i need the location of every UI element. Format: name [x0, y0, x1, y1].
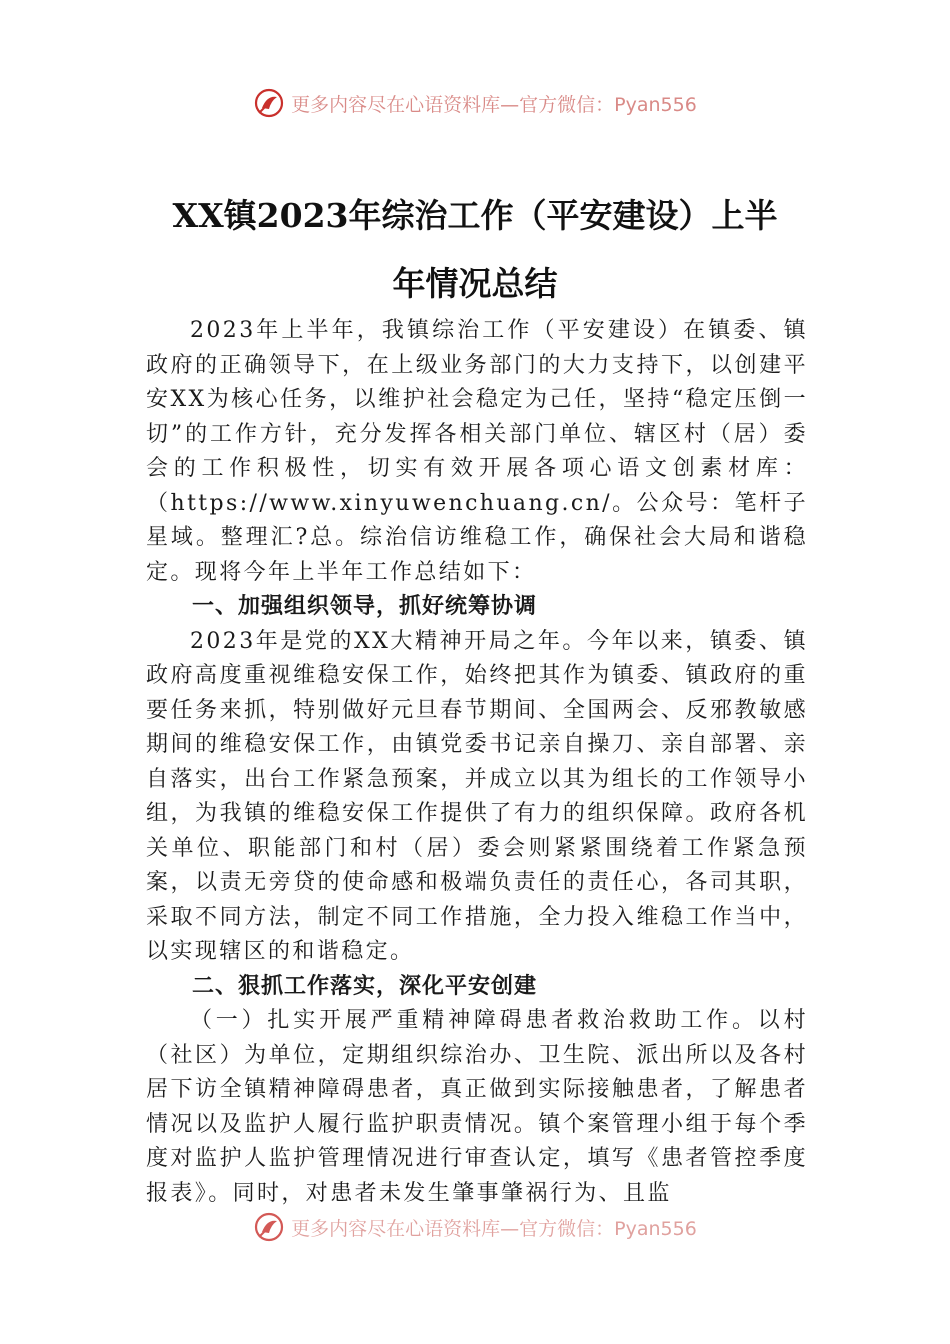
- watermark-header: [0, 86, 950, 120]
- section-heading-2: 二、狠抓工作落实，深化平安创建: [192, 973, 538, 999]
- watermark-text: 更多内容尽在心语资料库—官方微信：Pyan556: [291, 1217, 697, 1240]
- watermark-text: 更多内容尽在心语资料库—官方微信：Pyan556: [291, 93, 697, 116]
- brand-logo-icon: [253, 87, 285, 119]
- paragraph-intro: 2023年上半年，我镇综治工作（平安建设）在镇委、镇政府的正确领导下，在上级业务部门的大力支持下，以创建平安XX为核心任务，以维护社会稳定为己任，坚持“稳定压倒一切”的工作方针，充分发挥各相关部门单位、辖区村（居）委会的工作积极性，切实有效开展各项心语文创素材库：（https://www.xinyuwenchuang.cn/。公众号：笔杆子星域。整理汇?总。综治信访维稳工作，确保社会大局和谐稳定。现将今年上半年工作总结如下：: [146, 318, 808, 585]
- section-heading-1: 一、加强组织领导，抓好统筹协调: [192, 594, 538, 619]
- paragraph-section-2: （一）扎实开展严重精神障碍患者救治救助工作。以村（社区）为单位，定期组织综治办、卫生院、派出所以及各村居下访全镇精神障碍患者，真正做到实际接触患者，了解患者情况以及监护人履行监护职责情况。镇个案管理小组于每个季度对监护人监护管理情况进行审查认定，填写《患者管控季度报表》。同时，对患者未发生肇事肇祸行为、且监: [146, 1008, 808, 1206]
- document-body: [146, 314, 808, 1211]
- document-title-line-1: XX镇2023年综治工作（平安建设）上半: [172, 196, 778, 235]
- document-title-line-2: 年情况总结: [392, 264, 558, 303]
- watermark-footer: [0, 1210, 950, 1244]
- brand-logo-icon: [253, 1211, 285, 1243]
- paragraph-section-1: 2023年是党的XX大精神开局之年。今年以来，镇委、镇政府高度重视维稳安保工作，始终把其作为镇委、镇政府的重要任务来抓，特别做好元旦春节期间、全国两会、反邪教敏感期间的维稳安保工作，由镇党委书记亲自操刀、亲自部署、亲自落实，出台工作紧急预案，并成立以其为组长的工作领导小组，为我镇的维稳安保工作提供了有力的组织保障。政府各机关单位、职能部门和村（居）委会则紧紧围绕着工作紧急预案，以责无旁贷的使命感和极端负责任的责任心，各司其职，采取不同方法，制定不同工作措施，全力投入维稳工作当中，以实现辖区的和谐稳定。: [146, 628, 808, 964]
